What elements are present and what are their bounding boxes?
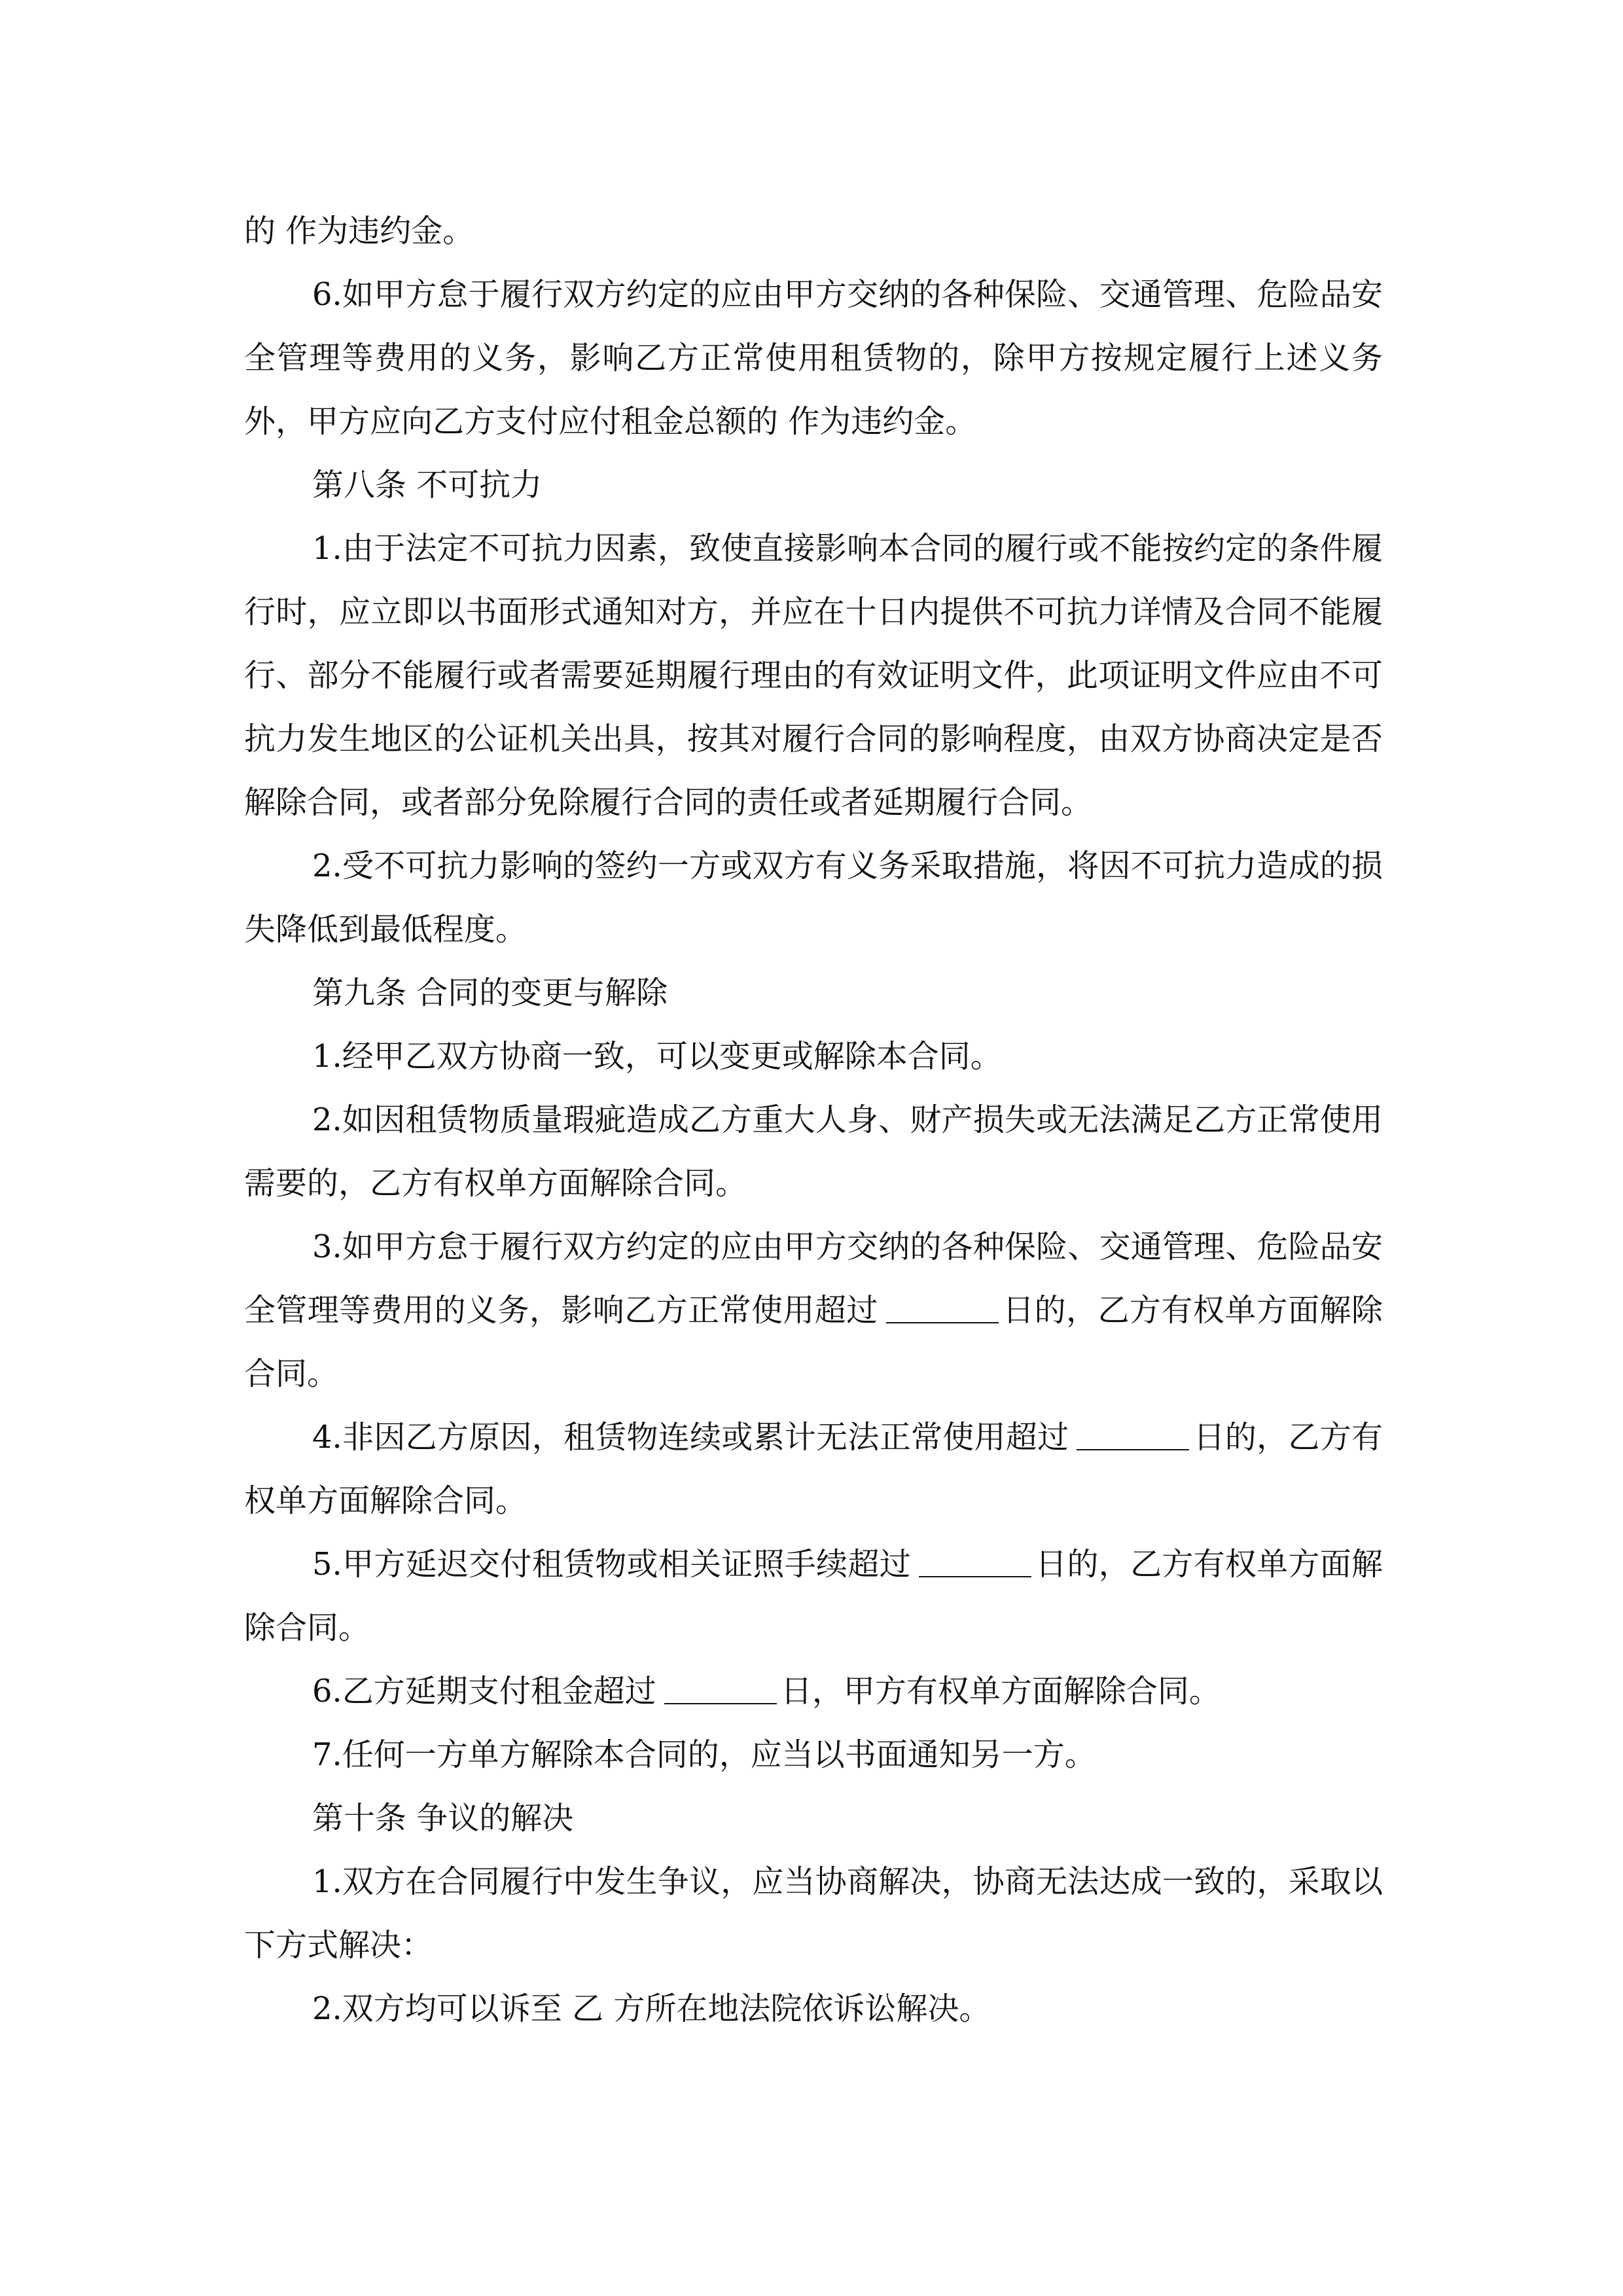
clause-text: 3.如甲方怠于履行双方约定的应由甲方交纳的各种保险、交通管理、危险品安全管理等费用的义务，影响乙方正常使用超过 bbox=[244, 1229, 1383, 1329]
clause-text: 6.乙方延期支付租金超过 bbox=[312, 1673, 656, 1710]
paragraph-late-delivery-termination bbox=[244, 1533, 1383, 1660]
blank-days-field[interactable] bbox=[1077, 1423, 1189, 1450]
paragraph-litigation: 2.双方均可以诉至 乙 方所在地法院依诉讼解决。 bbox=[312, 1990, 991, 2027]
paragraph-force-majeure-notice: 1.由于法定不可抗力因素，致使直接影响本合同的履行或不能按约定的条件履行时，应立即以书面形式通知对方，并应在十日内提供不可抗力详情及合同不能履行、部分不能履行或者需要延期履行理由的有效证明文件，此项证明文件应由不可抗力发生地区的公证机关出具，按其对履行合同的影响程度，由双方协商决定是否解除合同，或者部分免除履行合同的责任或者延期履行合同。 bbox=[244, 530, 1383, 821]
paragraph-written-notice: 7.任何一方单方解除本合同的，应当以书面通知另一方。 bbox=[312, 1736, 1096, 1773]
paragraph-mutual-termination: 1.经甲乙双方协商一致，可以变更或解除本合同。 bbox=[312, 1038, 1002, 1075]
heading-article-8: 第八条 不可抗力 bbox=[312, 467, 543, 503]
blank-days-field[interactable] bbox=[886, 1296, 999, 1323]
clause-text: 4.非因乙方原因，租赁物连续或累计无法正常使用超过 bbox=[312, 1419, 1069, 1456]
paragraph-fee-duty-termination bbox=[244, 1215, 1383, 1406]
contract-body bbox=[244, 200, 1383, 2041]
paragraph-quality-defect-termination: 2.如因租赁物质量瑕疵造成乙方重大人身、财产损失或无法满足乙方正常使用需要的，乙方有权单方面解除合同。 bbox=[244, 1102, 1383, 1202]
paragraph-dispute-negotiation: 1.双方在合同履行中发生争议，应当协商解决，协商无法达成一致的，采取以下方式解决： bbox=[244, 1863, 1383, 1964]
paragraph-late-rent-termination bbox=[244, 1660, 1383, 1723]
paragraph-lessor-fee-penalty: 6.如甲方怠于履行双方约定的应由甲方交纳的各种保险、交通管理、危险品安全管理等费用的义务，影响乙方正常使用租赁物的，除甲方按规定履行上述义务外，甲方应向乙方支付应付租金总额的 作为违约金。 bbox=[244, 276, 1383, 440]
heading-article-10: 第十条 争议的解决 bbox=[312, 1800, 574, 1837]
paragraph-force-majeure-mitigation: 2.受不可抗力影响的签约一方或双方有义务采取措施，将因不可抗力造成的损失降低到最低程度。 bbox=[244, 848, 1383, 948]
clause-text: 日的，乙方有权单方面解除合同。 bbox=[244, 1419, 1383, 1519]
clause-text: 日的，乙方有权单方面解除合同。 bbox=[244, 1292, 1383, 1392]
paragraph-unusable-termination bbox=[244, 1406, 1383, 1533]
clause-text: 5.甲方延迟交付租赁物或相关证照手续超过 bbox=[312, 1546, 911, 1583]
paragraph-penalty-continued: 的 作为违约金。 bbox=[244, 213, 474, 249]
clause-text: 日的，乙方有权单方面解除合同。 bbox=[244, 1546, 1383, 1646]
clause-text: 日，甲方有权单方面解除合同。 bbox=[780, 1673, 1221, 1710]
heading-article-9: 第九条 合同的变更与解除 bbox=[312, 975, 668, 1011]
blank-days-field[interactable] bbox=[664, 1677, 777, 1704]
blank-days-field[interactable] bbox=[919, 1550, 1031, 1577]
